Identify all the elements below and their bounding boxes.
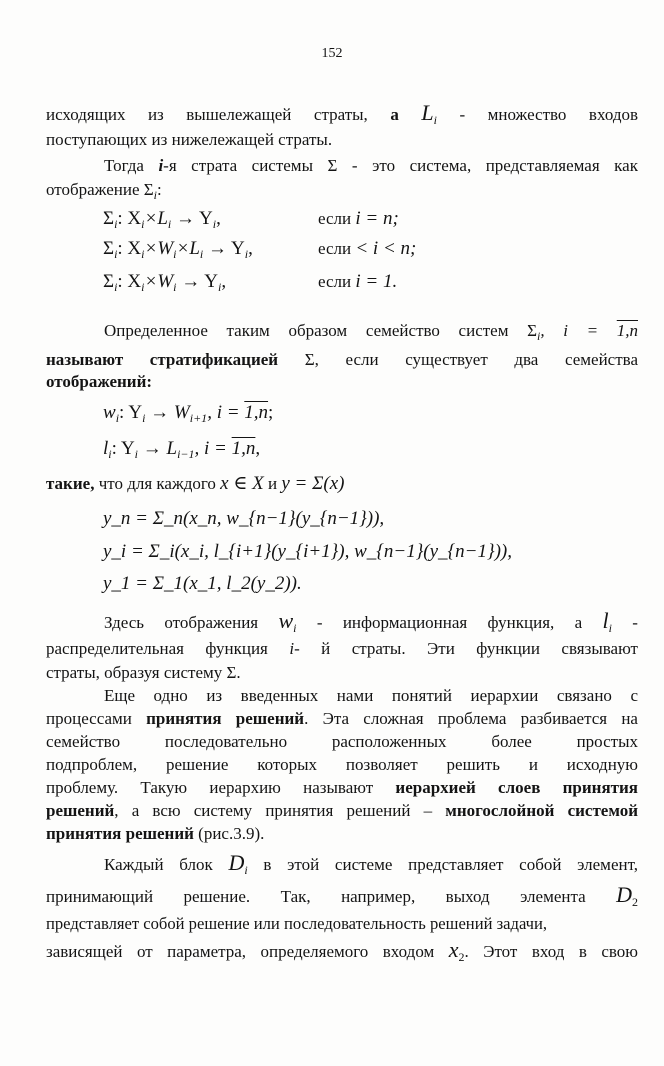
equation-6: y_n = Σ_n(x_n, w_{n−1}(y_{n−1})), xyxy=(103,508,385,529)
text-line-18: принятия решений (рис.3.9). xyxy=(46,824,265,843)
text-line-6: называют стратификацией Σ, если существует два семейства xyxy=(46,350,638,369)
text-line-17: решений, а всю систему принятия решений – многослойной системой xyxy=(46,801,638,820)
text-line-21: представляет собой решение или последовательность решений задачи, xyxy=(46,914,548,933)
text-line-9: Здесь отображения $w_i$ - информационная функция, а $l_i$ - xyxy=(104,608,638,635)
text-line-2: поступающих из нижележащей страты. xyxy=(46,130,333,149)
text-line-4: отображение $\Sigma_i$: xyxy=(46,180,162,202)
equation-4: $w_i$: $Y_i \to W_{i+1}$, i = 1,n; xyxy=(103,402,274,425)
text-line-16: проблему. Такую иерархию называют иерархией слоев принятия xyxy=(46,778,639,797)
text-line-13: процессами принятия решений. Эта сложная проблема разбивается на xyxy=(46,709,638,728)
equation-7: y_i = Σ_i(x_i, l_{i+1}(y_{i+1}), w_{n−1}(y_{n−1})), xyxy=(103,541,512,562)
text-line-11: страты, образуя систему Σ. xyxy=(46,663,241,682)
text-line-19: Каждый блок $D_i$ в этой системе представляет собой элемент, xyxy=(104,850,638,877)
text-line-20: принимающий решение. Так, например, выход элемента $D_2$ xyxy=(46,882,638,909)
text-line-10: распределительная функция i- й страты. Эти функции связывают xyxy=(46,639,638,658)
page-number: 152 xyxy=(321,46,343,61)
equation-3: $\Sigma_i$: $X_i\times W_i \to Y_i$, xyxy=(103,271,227,294)
text-line-5: Определенное таким образом семейство систем $\Sigma_i$, i = 1,n xyxy=(104,321,638,343)
equation-5: $l_i$: $Y_i \to L_{i-1}$, i = 1,n, xyxy=(103,438,261,461)
equation-2: $\Sigma_i$: $X_i\times W_i\times L_i \to Y_i$, xyxy=(103,238,253,261)
text-line-1: исходящих из вышележащей страты, а $L_i$ - множество входов xyxy=(46,100,639,127)
equation-8: y_1 = Σ_1(x_1, l_2(y_2)). xyxy=(103,573,302,594)
text-line-14: семейство последовательно расположенных более простых xyxy=(46,732,638,751)
text-line-8: такие, что для каждого x ∈ X и y = Σ(x) xyxy=(46,473,345,494)
equation-2-condition: если < i < n; xyxy=(318,238,417,259)
text-line-3: Тогда i-я страта системы Σ - это система, представляемая как xyxy=(104,156,638,175)
text-line-7: отображений: xyxy=(46,372,153,391)
equation-1: $\Sigma_i$: $X_i\times L_i \to Y_i$, xyxy=(103,208,221,231)
equation-1-condition: если i = n; xyxy=(318,208,399,229)
text-line-12: Еще одно из введенных нами понятий иерархии связано с xyxy=(104,686,638,705)
text-line-15: подпроблем, решение которых позволяет решить и исходную xyxy=(46,755,638,774)
equation-3-condition: если i = 1. xyxy=(318,271,398,292)
text-line-22: зависящей от параметра, определяемого входом $x_2$. Этот вход в свою xyxy=(46,937,639,964)
